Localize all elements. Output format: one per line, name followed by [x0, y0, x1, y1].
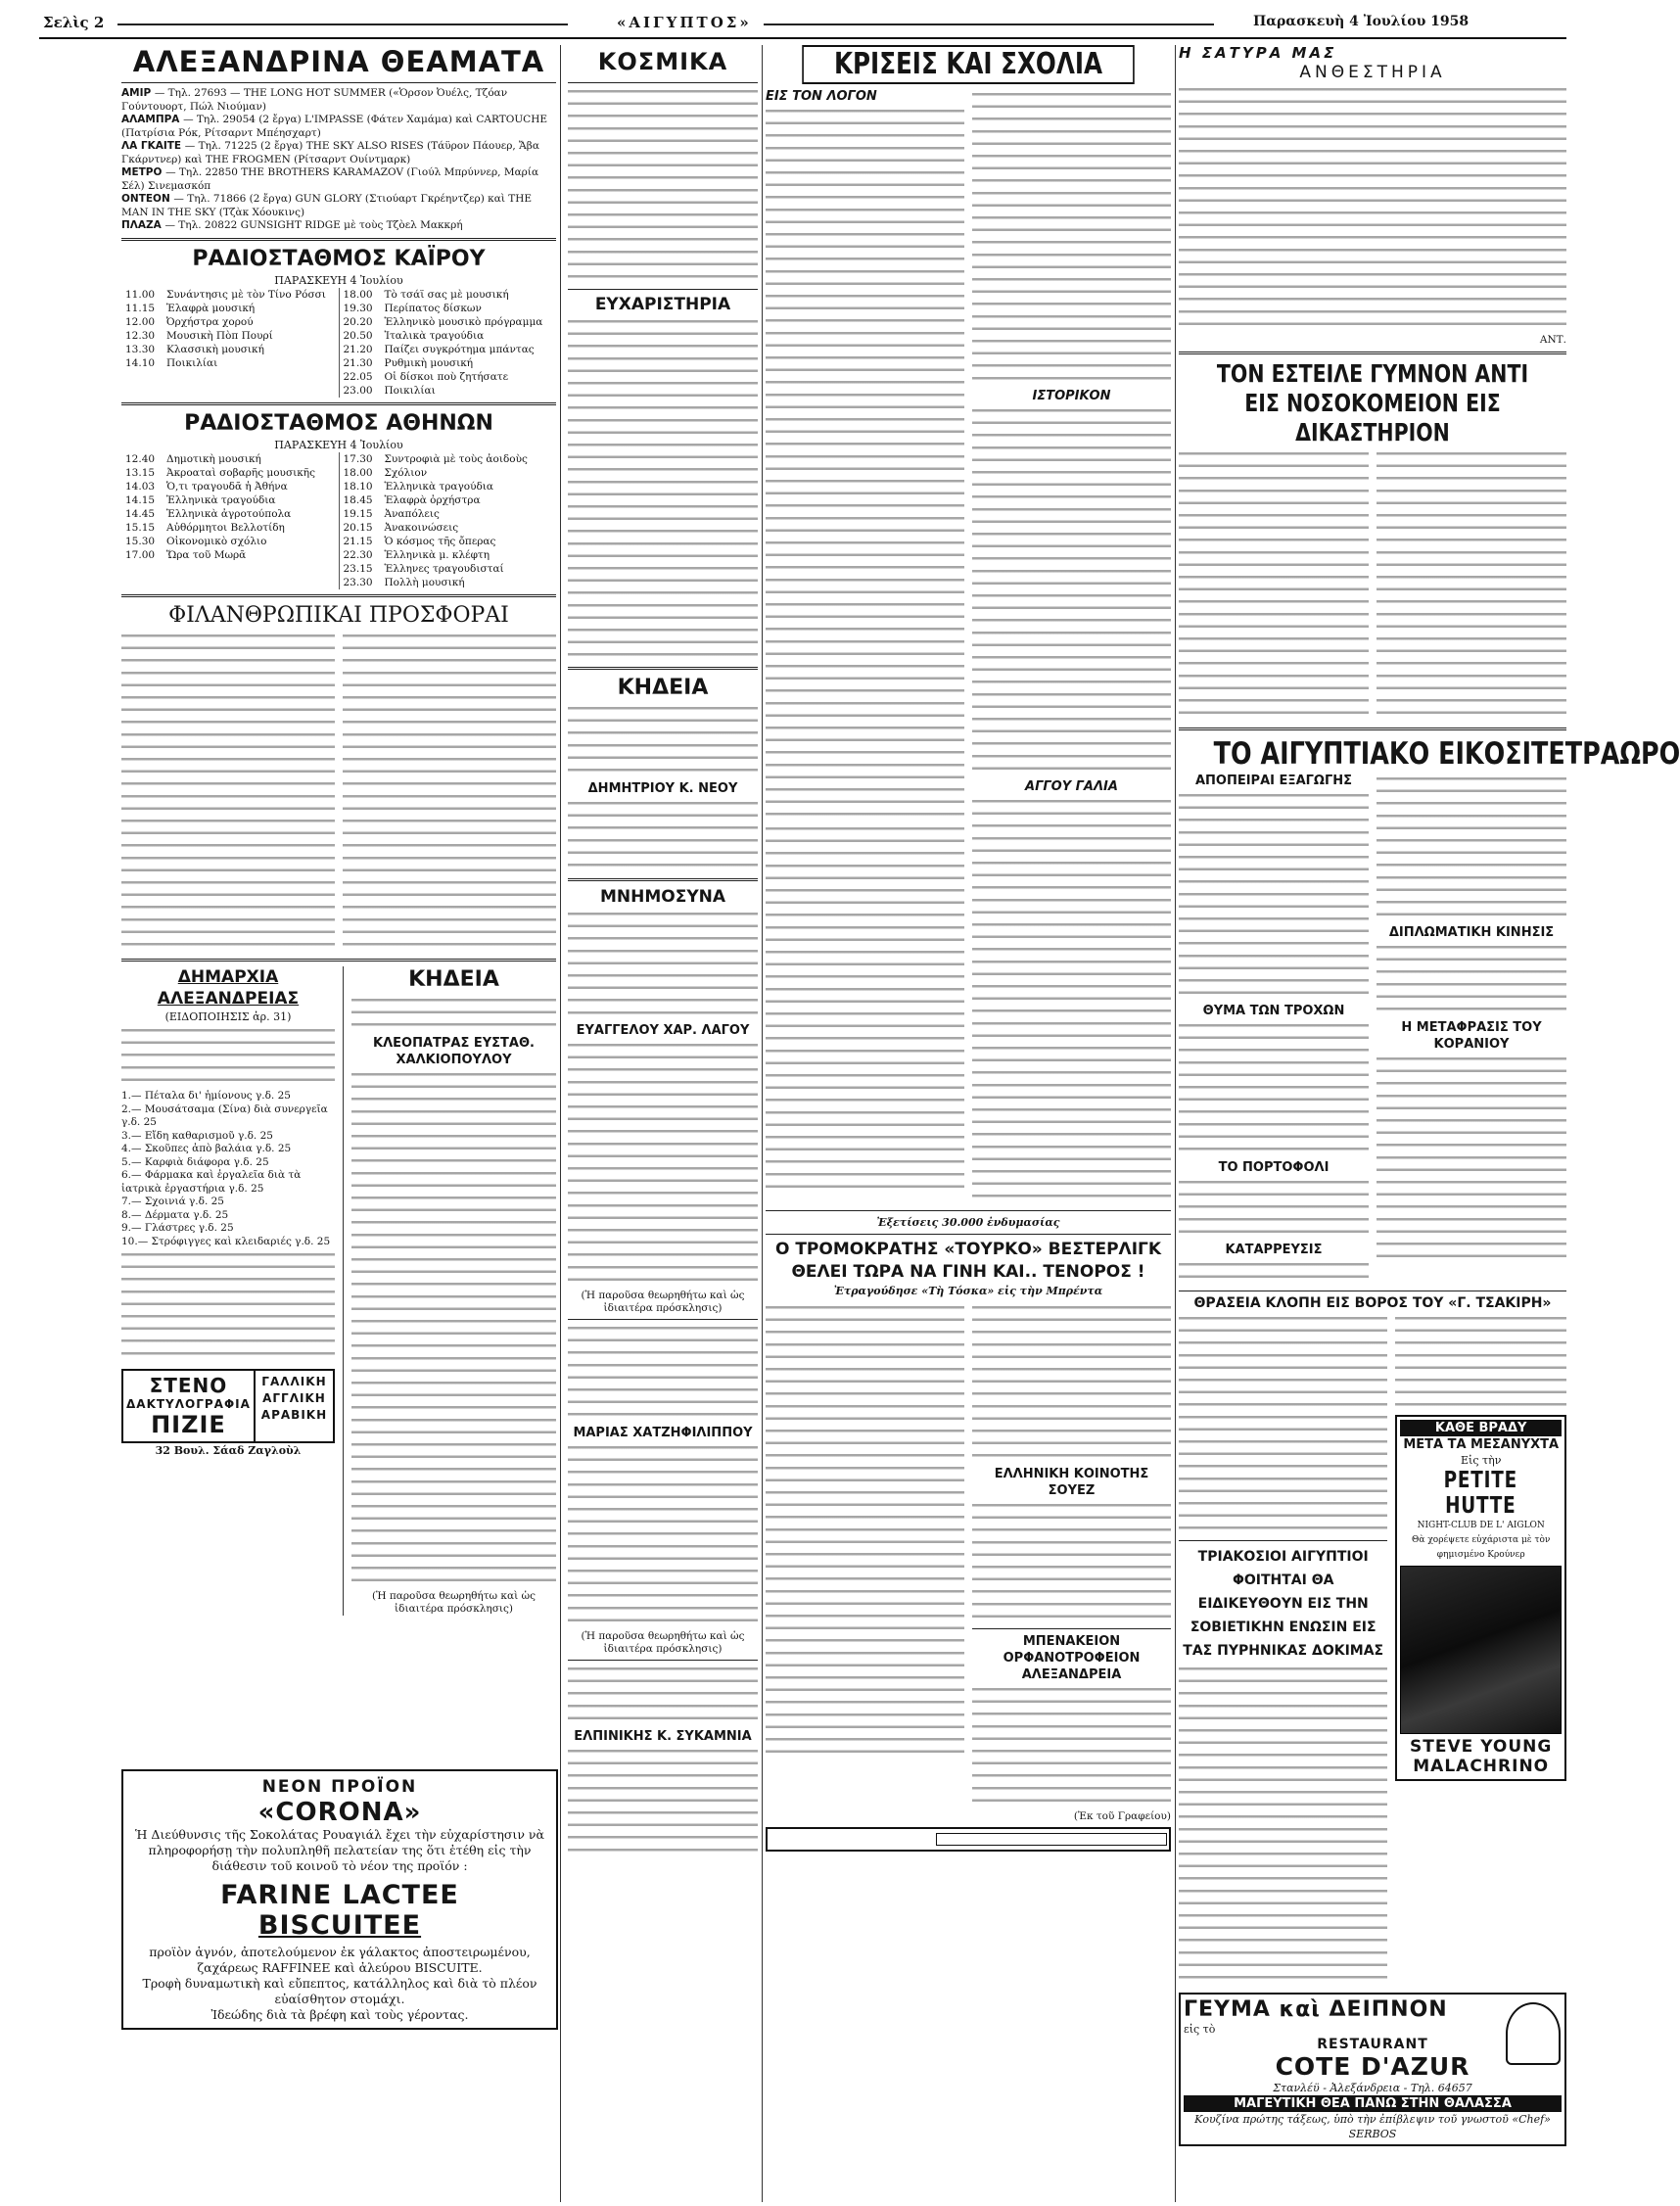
singer-photo [1400, 1566, 1562, 1734]
schedule-time: 22.30 [343, 548, 373, 561]
typing-label: ΔΑΚΤΥΛΟΓΡΑΦΙΑ [126, 1397, 251, 1412]
page-number: Σελὶς 2 [43, 14, 105, 31]
body-text [766, 824, 964, 1195]
schedule-time: 20.20 [343, 315, 373, 328]
schedule-row [123, 521, 337, 535]
schedule-time: 17.00 [125, 548, 156, 561]
body-text [1179, 1314, 1387, 1536]
schedule-program: Αὐθόρμητοι Βελλοτίδη [166, 521, 285, 534]
schedule-program: Περίπατος δίσκων [384, 302, 482, 314]
radio-cairo-heading: ΡΑΔΙΟΣΤΑΘΜΟΣ ΚΑΪΡΟΥ [192, 246, 486, 271]
schedule-time: 23.30 [343, 576, 373, 588]
farine-lactee: FARINE LACTEE [220, 1880, 459, 1910]
egypt-subheading: ΔΙΠΛΩΜΑΤΙΚΗ ΚΙΝΗΣΙΣ [1388, 925, 1555, 941]
body-text [1377, 1055, 1566, 1264]
schedule-program: Σχόλιον [384, 466, 428, 479]
schedule-row [342, 562, 555, 576]
schedule-time: 14.03 [125, 480, 156, 493]
schedule-row [123, 507, 337, 521]
schedule-row [342, 384, 555, 398]
cinema-program: — Τηλ. 27693 — THE LONG HOT SUMMER («Ὁρσον Ὀυέλς, Τζόαν Γούντουορτ, Πώλ Νιούμαν) [121, 87, 508, 113]
schedule-program: Ρυθμικὴ μουσική [384, 356, 474, 369]
schedule-row [342, 288, 555, 302]
theft-headline: ΘΡΑΣΕΙΑ ΚΛΟΠΗ ΕΙΣ ΒΟΡΟΣ ΤΟΥ «Γ. ΤΣΑΚΙΡΗ» [1193, 1295, 1552, 1312]
steno-ad [121, 1369, 335, 1443]
body-text [1377, 774, 1566, 922]
cinema-program: — Τηλ. 22850 THE BROTHERS KARAMAZOV (Γιούλ Μπρύννερ, Μαρία Σέλ) Σινεμασκόπ [121, 166, 539, 192]
schedule-time: 13.30 [125, 343, 156, 355]
students-headline: ΤΡΙΑΚΟΣΙΟΙ ΑΙΓΥΠΤΙΟΙ ΦΟΙΤΗΤΑΙ ΘΑ ΕΙΔΙΚΕΥΘΟΥΝ ΕΙΣ ΤΗΝ ΣΟΒΙΕΤΙΚΗΝ ΕΝΩΣΙΝ ΕΙΣ ΤΑΣ ΠΥΡΗΝΙΚΑΣ ΔΟΚΙΜΑΣ [1183, 1548, 1384, 1659]
body-text [568, 910, 758, 1020]
schedule-program: Πολλὴ μουσική [384, 576, 465, 588]
corona-ad [121, 1769, 558, 2030]
cinema-name: ΑΜΙΡ [121, 87, 155, 99]
invitation-note: (Ἡ παροῦσα θεωρηθήτω καὶ ὡς ἰδιαιτέρα πρόσκλησις) [581, 1289, 745, 1314]
masthead-rule-left [117, 23, 568, 25]
schedule-time: 15.15 [125, 521, 156, 534]
schedule-program: Ἑλληνικὸ μουσικὸ πρόγραμμα [384, 315, 543, 328]
schedule-row [123, 356, 337, 370]
tender-item: 8.— Δέρματα γ.δ. 25 [121, 1208, 229, 1221]
egypt-subheading: ΤΟ ΠΟΡΤΟΦΟΛΙ [1218, 1159, 1330, 1175]
satire-heading: Η ΣΑΤΥΡΑ ΜΑΣ [1179, 44, 1337, 62]
cinema-entry [121, 140, 556, 166]
schedule-row [342, 466, 555, 480]
body-text [568, 1443, 758, 1628]
english-label: ΑΓΓΛΙΚΗ [262, 1391, 326, 1406]
french-label: ΓΑΛΛΙΚΗ [261, 1375, 327, 1389]
schedule-program: Ποικιλίαι [384, 384, 436, 397]
column-crises [766, 45, 1171, 2202]
thanks-heading: ΕΥΧΑΡΙΣΤΗΡΙΑ [594, 294, 731, 314]
schedule-program: Συνάντησις μὲ τὸν Τίνο Ρόσσι [166, 288, 326, 301]
cinema-name: ΟΝΤΕΟΝ [121, 193, 174, 205]
schedule-time: 11.15 [125, 302, 156, 314]
cinema-program: — Τηλ. 20822 GUNSIGHT RIDGE μὲ τοὺς Τζὸελ Μακκρή [164, 219, 463, 231]
cinema-entry [121, 193, 556, 219]
radio-cairo-schedule [121, 288, 556, 398]
schedule-program: Τὸ τσάϊ σας μὲ μουσική [384, 288, 509, 301]
corona-ideal-line: Ἰδεώδης διὰ τὰ βρέφη καὶ τοὺς γέροντας. [210, 2007, 469, 2022]
philanthropic-body [121, 630, 556, 955]
new-product-label: ΝΕΟΝ ΠΡΟΪΟΝ [261, 1777, 418, 1797]
egypt-headline: ΤΟ ΑΙΓΥΠΤΙΑΚΟ ΕΙΚΟΣΙΤΕΤΡΑΩΡΟ [1213, 736, 1680, 773]
body-text [568, 1324, 758, 1423]
schedule-program: Οἱ δίσκοι ποὺ ζητήσατε [384, 370, 509, 383]
schedule-program: Δημοτικὴ μουσική [166, 452, 261, 465]
ad-every-night: ΚΑΘΕ ΒΡΑΔΥ [1400, 1420, 1562, 1436]
tender-item: 2.— Μουσάτσαμα (Σίνα) διὰ συνεργεῖα γ.δ. 25 [121, 1103, 328, 1129]
schedule-row [342, 507, 555, 521]
body-text [766, 1303, 964, 1760]
schedule-row [123, 452, 337, 466]
body-text [1179, 1178, 1369, 1240]
sea-view-line: ΜΑΓΕΥΤΙΚΗ ΘΕΑ ΠΑΝΩ ΣΤΗΝ ΘΑΛΑΣΣΑ [1184, 2095, 1562, 2112]
body-text [121, 1250, 335, 1361]
schedule-program: Ἀνακοινώσεις [384, 521, 459, 534]
schedule-row [342, 493, 555, 507]
egypt-subheading: Η ΜΕΤΑΦΡΑΣΙΣ ΤΟΥ ΚΟΡΑΝΙΟΥ [1401, 1019, 1542, 1052]
schedule-row [123, 493, 337, 507]
schedule-program: Ὁ,τι τραγουδᾶ ἡ Ἀθήνα [166, 480, 288, 493]
schedule-row [123, 343, 337, 356]
steno-address: 32 Βουλ. Σάαδ Ζαγλοὺλ [155, 1444, 302, 1458]
deceased-name: ΔΗΜΗΤΡΙΟΥ Κ. ΝΕΟΥ [587, 780, 738, 796]
schedule-program: Ἑλληνικὰ μ. κλέφτη [384, 548, 490, 561]
tender-item: 7.— Σχοινιά γ.δ. 25 [121, 1196, 224, 1208]
schedule-program: Ἐλαφρὰ ὀρχήστρα [384, 493, 481, 506]
schedule-row [342, 576, 555, 589]
egypt-subheading: ΑΠΟΠΕΙΡΑΙ ΕΞΑΓΩΓΗΣ [1194, 774, 1353, 789]
banner-line: Ἐξετίσεις 30.000 ἐνδυμασίας [876, 1216, 1060, 1230]
cote-dazur-ad [1179, 1993, 1566, 2146]
singer-name: STEVE YOUNG [1410, 1736, 1553, 1757]
body-text [972, 797, 1171, 1204]
ad-tagline: Θὰ χορέψετε εὐχάριστα μὲ τὸν φημισμένο Κρούνερ [1412, 1534, 1551, 1560]
schedule-row [342, 548, 555, 562]
tender-item: 5.— Καρφιὰ διάφορα γ.δ. 25 [121, 1155, 269, 1168]
schedule-program: Ἀναπόλεις [384, 507, 440, 520]
pizie-label: ΠΙΖΙΕ [151, 1411, 226, 1439]
schedule-row [342, 521, 555, 535]
schedule-row [342, 329, 555, 343]
schedule-time: 21.30 [343, 356, 373, 369]
masthead-rule-right [764, 23, 1214, 25]
schedule-program: Ἀκροαταὶ σοβαρῆς μουσικῆς [166, 466, 315, 479]
schedule-row [342, 302, 555, 315]
schedule-time: 12.30 [125, 329, 156, 342]
steno-label: ΣΤΕΝΟ [149, 1374, 228, 1398]
biscuitee: BISCUITEE [257, 1910, 422, 1941]
column-rule [762, 45, 763, 2202]
schedule-row [123, 302, 337, 315]
schedule-row [342, 343, 555, 356]
schedule-program: Μουσικὴ Πὸπ Πουρί [166, 329, 273, 342]
corona-intro: Ἡ Διεύθυνσις τῆς Σοκολάτας Ρουαγιάλ ἔχει τὴν εὐχαρίστησιν νὰ πληροφορήσῃ τὴν πολυπληθῆ πελατείαν της ὅτι ἐτέθη εἰς τὴν διάθεσιν τοῦ κοινοῦ τὸ νέον της προϊόν : [135, 1827, 544, 1873]
cinema-entry [121, 87, 556, 114]
schedule-program: Ἰταλικὰ τραγούδια [384, 329, 485, 342]
tender-item: 4.— Σκοῦπες ἀπὸ βαλάια γ.δ. 25 [121, 1143, 292, 1155]
radio-cairo-date: ΠΑΡΑΣΚΕΥΗ 4 Ἰουλίου [274, 273, 403, 287]
chef-illustration [1506, 2002, 1561, 2065]
deceased-name: ΚΛΕΟΠΑΤΡΑΣ ΕΥΣΤΑΘ. ΧΑΛΚΙΟΠΟΥΛΟΥ [373, 1035, 535, 1067]
turk-subheading: Ἐτραγούδησε «Τὴ Τόσκα» εἰς τὴν Μπρέντα [833, 1285, 1103, 1298]
schedule-time: 14.15 [125, 493, 156, 506]
ad-at: Εἰς τὴν [1461, 1453, 1502, 1467]
body-text [568, 704, 758, 778]
cinema-name: ΛΑ ΓΚΑΙΤΕ [121, 140, 185, 152]
cinema-program: — Τηλ. 71225 (2 ἔργα) THE SKY ALSO RISES (Τάϋρον Πάουερ, Ἄβα Γκάρντνερ) καὶ THE FROGMEN (Ρίτσαρντ Ουίντμαρκ) [121, 140, 539, 165]
radio-athens-schedule [121, 452, 556, 589]
cinema-entry [121, 219, 556, 233]
body-text [568, 87, 758, 285]
turk-headline: Ο ΤΡΟΜΟΚΡΑΤΗΣ «ΤΟΥΡΚΟ» ΒΕΣΤΕΡΛΙΓΚ ΘΕΛΕΙ ΤΩΡΑ ΝΑ ΓΙΝΗ ΚΑΙ.. ΤΕΝΟΡΟΣ ! [774, 1240, 1162, 1283]
schedule-time: 13.15 [125, 466, 156, 479]
schedule-row [123, 548, 337, 562]
invitation-note: (Ἡ παροῦσα θεωρηθήτω καὶ ὡς ἰδιαιτέρα πρόσκλησις) [581, 1629, 745, 1655]
cinemas-heading: ΑΛΕΞΑΝΔΡΙΝΑ ΘΕΑΜΑΤΑ [132, 45, 545, 78]
meal-heading: ΓΕΥΜΑ καὶ ΔΕΙΠΝΟΝ [1184, 1996, 1448, 2022]
schedule-time: 12.00 [125, 315, 156, 328]
tender-item: 3.— Εἴδη καθαρισμοῦ γ.δ. 25 [121, 1129, 273, 1142]
cinema-entry [121, 166, 556, 193]
cinema-program: — Τηλ. 71866 (2 ἔργα) GUN GLORY (Στιούαρτ Γκρέηντζερ) καὶ THE MAN IN THE SKY (Τζὰκ Χόουκινς) [121, 193, 533, 218]
section-heading: ΕΙΣ ΤΟΝ ΛΟΓΟΝ [766, 89, 877, 104]
body-text [568, 799, 758, 873]
schedule-time: 23.00 [343, 384, 373, 397]
tender-item: 10.— Στρόφιγγες καὶ κλειδαριές γ.δ. 25 [121, 1235, 331, 1247]
orphanage-heading: ΜΠΕΝΑΚΕΙΟΝ ΟΡΦΑΝΟΤΡΟΦΕΙΟΝ ΑΛΕΞΑΝΔΡΕΙΑ [1003, 1633, 1141, 1682]
schedule-row [123, 466, 337, 480]
schedule-time: 22.05 [343, 370, 373, 383]
body-text [972, 1501, 1171, 1624]
schedule-row [123, 480, 337, 493]
cinema-name: ΜΕΤΡΟ [121, 166, 166, 178]
body-text [1179, 1021, 1369, 1157]
crises-heading: ΚΡΙΣΕΙΣ ΚΑΙ ΣΧΟΛΙΑ [802, 45, 1134, 84]
schedule-time: 18.00 [343, 288, 373, 301]
body-text [972, 1303, 1171, 1464]
body-text [121, 632, 335, 953]
esperia-ad [766, 1827, 1171, 1852]
body-text [972, 1685, 1171, 1808]
satire-subheading: ΑΝΘΕΣΤΗΡΙΑ [1299, 63, 1446, 82]
body-text [1179, 791, 1369, 1001]
schedule-time: 12.40 [125, 452, 156, 465]
schedule-program: Ἑλληνικὰ τραγούδια [384, 480, 494, 493]
schedule-program: Παίζει συγκρότημα μπάντας [384, 343, 535, 355]
tender-item: 9.— Γλάστρες γ.δ. 25 [121, 1222, 234, 1235]
body-text [1395, 1314, 1566, 1413]
column-satire-news [1179, 44, 1680, 2202]
schedule-time: 14.45 [125, 507, 156, 520]
schedule-time: 11.00 [125, 288, 156, 301]
deceased-name: ΜΑΡΙΑΣ ΧΑΤΖΗΦΙΛΙΠΠΟΥ [573, 1425, 753, 1440]
tender-item: 6.— Φάρμακα καὶ ἐργαλεῖα διὰ τὰ ἰατρικὰ ἐργαστήρια γ.δ. 25 [121, 1169, 302, 1195]
cinema-name: ΠΛΑΖΑ [121, 219, 165, 231]
body-text [343, 632, 556, 953]
corona-brand: «CORONA» [257, 1798, 422, 1827]
philanthropic-heading: ΦΙΛΑΝΘΡΩΠΙΚΑΙ ΠΡΟΣΦΟΡΑΙ [168, 602, 509, 628]
schedule-time: 21.20 [343, 343, 373, 355]
singer-surname: MALACHRINO [1413, 1756, 1550, 1776]
section-heading: ΑΓΓΟΥ ΓΑΛΙΑ [1025, 779, 1118, 795]
schedule-time: 20.50 [343, 329, 373, 342]
schedule-row [342, 480, 555, 493]
memorial-heading: ΜΝΗΜΟΣΥΝΑ [599, 886, 726, 907]
body-text [1377, 943, 1566, 1017]
schedule-time: 23.15 [343, 562, 373, 575]
body-text [568, 1041, 758, 1288]
schedule-time: 17.30 [343, 452, 373, 465]
funeral-heading: ΚΗΔΕΙΑ [617, 676, 709, 701]
schedule-time: 19.15 [343, 507, 373, 520]
arabic-label: ΑΡΑΒΙΚΗ [260, 1408, 328, 1423]
body-text [568, 1665, 758, 1726]
petite-hutte-ad [1395, 1415, 1566, 1781]
body-text [1179, 1665, 1387, 1986]
body-text [351, 1070, 556, 1588]
suez-heading: ΕΛΛΗΝΙΚΗ ΚΟΙΝΟΤΗΣ ΣΟΥΕΖ [994, 1466, 1149, 1498]
satire-signature: ΑΝΤ. [1539, 334, 1566, 346]
deceased-name: ΕΥΑΓΓΕΛΟΥ ΧΑΡ. ΛΑΓΟΥ [576, 1022, 750, 1038]
ad-at: εἰς τὸ [1184, 2022, 1216, 2036]
invitation-note: (Ἡ παροῦσα θεωρηθήτω καὶ ὡς ἰδιαιτέρα πρόσκλησις) [372, 1590, 536, 1616]
municipality-heading: ΔΗΜΑΡΧΙΑ ΑΛΕΞΑΝΔΡΕΙΑΣ [157, 967, 300, 1009]
schedule-program: Ἑλληνικὰ ἀγροτούπολα [166, 507, 292, 520]
body-text [972, 90, 1171, 386]
cinema-name: ΑΛΑΜΠΡΑ [121, 114, 184, 125]
cinema-entry [121, 114, 556, 140]
egypt-subheading: ΘΥΜΑ ΤΩΝ ΤΡΟΧΩΝ [1202, 1004, 1345, 1019]
corona-description: προϊὸν ἁγνόν, ἀποτελούμενον ἐκ γάλακτος ἀποστειρωμένου, ζαχάρεως RAFFINEE καὶ ἀλεύρου BISCUITE. [149, 1945, 531, 1975]
schedule-time: 20.15 [343, 521, 373, 534]
schedule-program: Οἰκονομικὸ σχόλιο [166, 535, 267, 547]
column-rule [560, 45, 561, 2202]
schedule-program: Ποικιλίαι [166, 356, 218, 369]
schedule-program: Ἑλαφρὰ μουσική [166, 302, 256, 314]
body-text [1179, 1260, 1369, 1285]
corona-food-line: Τροφὴ δυναμωτικὴ καὶ εὔπεπτος, κατάλληλος καὶ διὰ τὸ πλέον εὐαίσθητον στομάχι. [142, 1976, 537, 2006]
restaurant-address: Στανλέϋ - Ἀλεξάνδρεια - Τηλ. 64657 [1273, 2081, 1472, 2094]
schedule-row [123, 535, 337, 548]
municipality-items [121, 1090, 335, 1248]
schedule-time: 18.10 [343, 480, 373, 493]
body-text [568, 1747, 758, 1857]
schedule-program: Ἑλληνες τραγουδισταί [384, 562, 504, 575]
body-text [1377, 449, 1566, 721]
municipality-notice: (ΕΙΔΟΠΟΙΗΣΙΣ ἀρ. 31) [164, 1010, 292, 1024]
schedule-program: Κλασσικὴ μουσική [166, 343, 264, 355]
restaurant-name: COTE D'AZUR [1275, 2051, 1470, 2081]
schedule-program: Ὁ κόσμος τῆς ὄπερας [384, 535, 496, 547]
schedule-row [342, 452, 555, 466]
orphanage-sign: (Ἐκ τοῦ Γραφείου) [1073, 1809, 1171, 1822]
body-text [1179, 85, 1566, 332]
masthead [39, 6, 1566, 39]
tender-item: 1.— Πέταλα δι' ἡμίονους γ.δ. 25 [121, 1090, 291, 1103]
nightclub-name: NIGHT-CLUB DE L' AIGLON [1417, 1520, 1545, 1530]
naked-headline: ΤΟΝ ΕΣΤΕΙΛΕ ΓΥΜΝΟΝ ΑΝΤΙ ΕΙΣ ΝΟΣΟΚΟΜΕΙΟΝ ΕΙΣ ΔΙΚΑΣΤΗΡΙΟΝ [1216, 359, 1529, 446]
kitchen-line: Κουζίνα πρώτης τάξεως, ὑπὸ τὴν ἐπίβλεψιν τοῦ γνωστοῦ «Chef» SERBOS [1194, 2112, 1551, 2140]
cinema-list [121, 87, 556, 233]
schedule-time: 18.45 [343, 493, 373, 506]
schedule-row [342, 356, 555, 370]
section-heading: ΙΣΤΟΡΙΚΟΝ [1032, 389, 1111, 404]
cinema-program: — Τηλ. 29054 (2 ἔργα) L'IMPASSE (Φάτεν Χαμάμα) καὶ CARTOUCHE (Πατρίσια Ρόκ, Ρίτσαρντ Μπέησχαρτ) [121, 114, 548, 139]
restaurant-label: RESTAURANT [1317, 2036, 1428, 2052]
social-heading: ΚΟΣΜΙΚΑ [597, 48, 728, 75]
column-social [568, 45, 758, 2202]
schedule-program: Ἑλληνικὰ τραγούδια [166, 493, 276, 506]
schedule-time: 18.00 [343, 466, 373, 479]
schedule-time: 14.10 [125, 356, 156, 369]
schedule-row [123, 329, 337, 343]
ad-after-midnight: ΜΕΤΑ ΤΑ ΜΕΣΑΝΥΧΤΑ [1403, 1436, 1560, 1452]
schedule-program: Ὀρχήστρα χορού [166, 315, 254, 328]
body-text [568, 317, 758, 663]
schedule-time: 15.30 [125, 535, 156, 547]
body-text [972, 406, 1171, 776]
schedule-time: 21.15 [343, 535, 373, 547]
column-rule [1175, 45, 1176, 2202]
body-text [766, 107, 964, 822]
schedule-row [342, 535, 555, 548]
schedule-row [342, 315, 555, 329]
radio-athens-heading: ΡΑΔΙΟΣΤΑΘΜΟΣ ΑΘΗΝΩΝ [184, 410, 493, 436]
schedule-program: Ὥρα τοῦ Μωρᾶ [166, 548, 247, 561]
schedule-program: Συντροφιὰ μὲ τοὺς ἀοιδοὺς [384, 452, 528, 465]
schedule-time: 19.30 [343, 302, 373, 314]
body-text [351, 996, 556, 1033]
deceased-name: ΕΛΠΙΝΙΚΗΣ Κ. ΣΥΚΑΜΝΙΑ [574, 1728, 752, 1744]
body-text [1179, 449, 1369, 721]
newspaper-name: «ΑΙΓΥΠΤΟΣ» [617, 14, 752, 31]
issue-date: Παρασκευὴ 4 Ἰουλίου 1958 [1253, 14, 1470, 29]
schedule-row [123, 315, 337, 329]
funerals-heading: ΚΗΔΕΙΑ [408, 967, 499, 993]
schedule-row [123, 288, 337, 302]
egypt-subheading: ΚΑΤΑΡΡΕΥΣΙΣ [1225, 1242, 1323, 1257]
radio-athens-date: ΠΑΡΑΣΚΕΥΗ 4 Ἰουλίου [274, 438, 403, 451]
petite-hutte-brand: PETITE HUTTE [1444, 1467, 1518, 1519]
body-text [121, 1026, 335, 1088]
schedule-row [342, 370, 555, 384]
